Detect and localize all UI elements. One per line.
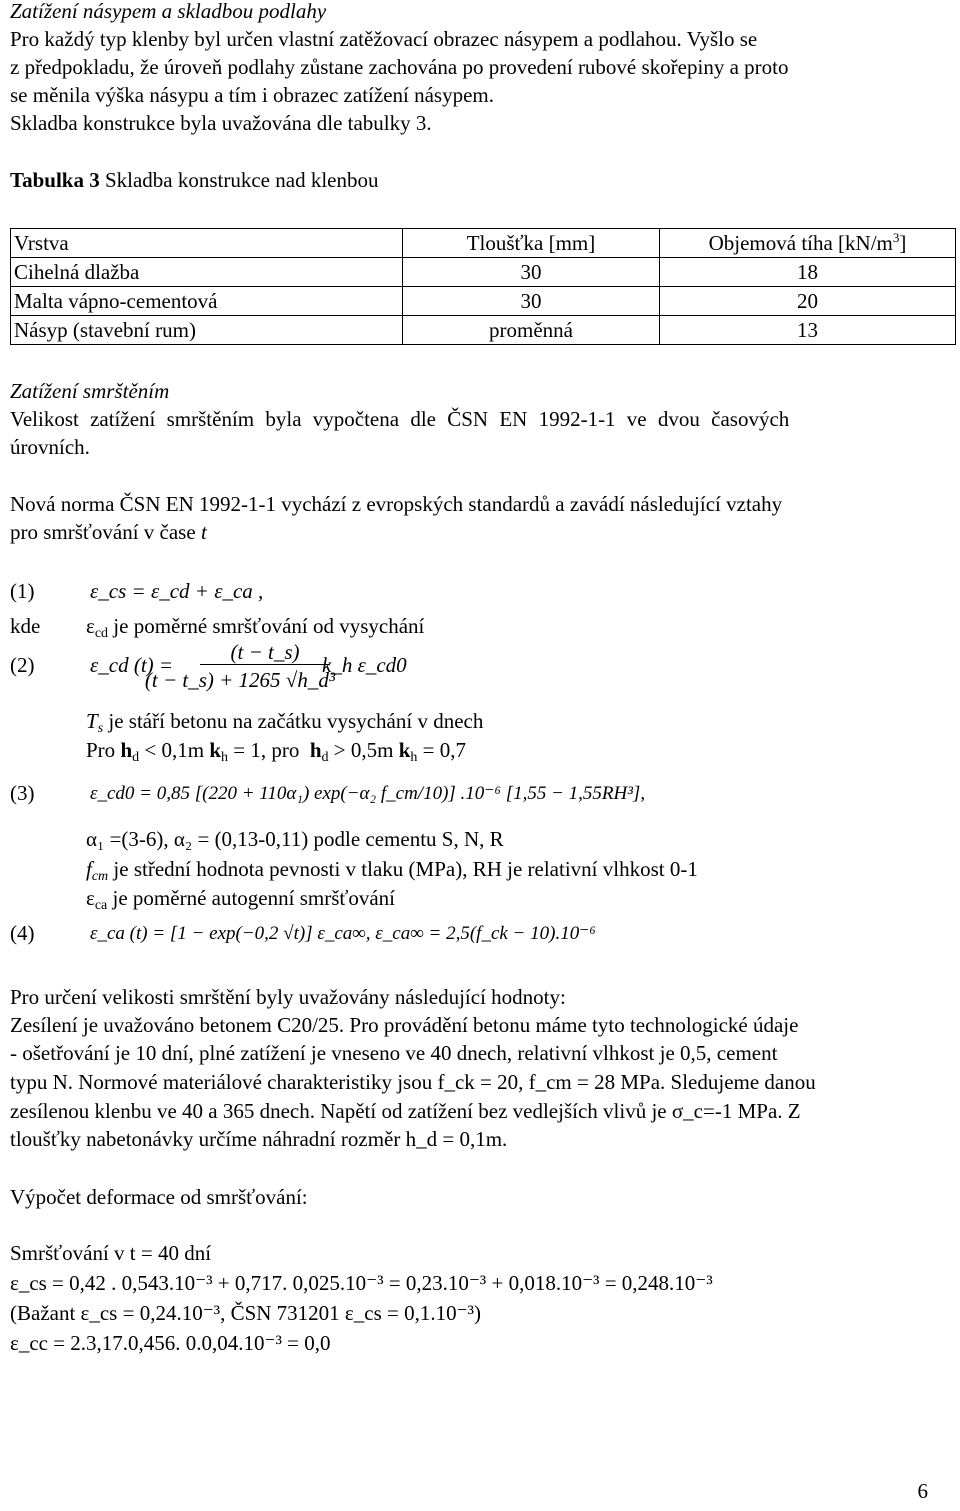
equation-3: ε_cd0 = 0,85 [(220 + 110α₁) exp(−α₂ f_cm/10)] .10⁻⁶ [1,55 − 1,55RH³], <box>90 783 646 804</box>
table-cell: 30 <box>403 287 660 316</box>
equation-number: (4) <box>10 921 35 945</box>
equation-number: (2) <box>10 653 35 677</box>
layer-table <box>10 228 956 345</box>
equation-1: ε_cs = ε_cd + ε_ca , <box>90 579 264 603</box>
table-caption <box>10 167 378 194</box>
table-caption-text: Skladba konstrukce nad klenbou <box>104 168 379 192</box>
hd-condition: Pro $h_d < 0,1m$ $k_h = 1$, pro $h_d > 0,5m$ $k_h = 0,7$ <box>86 738 466 765</box>
document-page <box>10 0 950 1511</box>
table-row <box>11 287 956 316</box>
calculation-line: ε_cs = 0,42 . 0,543.10⁻³ + 0,717. 0,025.10⁻³ = 0,23.10⁻³ + 0,018.10⁻³ = 0,248.10⁻³ <box>10 1271 713 1295</box>
paragraph-line: Nová norma ČSN EN 1992-1-1 vychází z evropských standardů a zavádí následující vztahy <box>10 492 783 516</box>
table-cell: Malta vápno-cementová <box>11 287 403 316</box>
paragraph-line: se měnila výška násypu a tím i obrazec zatížení násypem. <box>10 83 494 107</box>
equation-number: (1) <box>10 579 35 603</box>
paragraph-line: z předpokladu, že úroveň podlahy zůstane zachována po provedení rubové skořepiny a proto <box>10 55 789 79</box>
paragraph-line: Velikost zatížení smrštěním byla vypočtena dle ČSN EN 1992-1-1 ve dvou časových <box>10 407 790 431</box>
paragraph-line: pro smršťování v čase t <box>10 520 207 544</box>
equation-4: ε_ca (t) = [1 − exp(−0,2 √t)] ε_ca∞, ε_ca∞ = 2,5(f_ck − 10).10⁻⁶ <box>90 923 596 944</box>
paragraph-line: tloušťky nabetonávky určíme náhradní rozměr h_d = 0,1m. <box>10 1127 508 1151</box>
table-header-cell: Tloušťka [mm] <box>403 229 660 258</box>
alpha-description: α₁ =(3-6), α₂ = (0,13-0,11) podle cementu S, N, R <box>86 827 504 851</box>
paragraph-line: typu N. Normové materiálové charakteristiky jsou f_ck = 20, f_cm = 28 MPa. Sledujeme danou <box>10 1070 816 1094</box>
equation-2-numerator: (t − t_s) <box>200 640 330 665</box>
section-heading-calculation: Výpočet deformace od smršťování: <box>10 1185 308 1209</box>
equation-2-denominator: (t − t_s) + 1265 √h_d³ <box>144 668 336 692</box>
paragraph-line: zesílenou klenbu ve 40 a 365 dnech. Napětí od zatížení bez vedlejších vlivů je σ_c=-1 MPa. Z <box>10 1099 801 1123</box>
equation-2-rhs: k_h ε_cd0 <box>322 653 407 677</box>
table-cell: 13 <box>660 316 956 345</box>
fcm-description: $f_{cm}$ je střední hodnota pevnosti v tlaku (MPa), RH je relativní vlhkost 0-1 <box>86 857 698 884</box>
table-cell: Násyp (stavební rum) <box>11 316 403 345</box>
table-cell: 20 <box>660 287 956 316</box>
paragraph-line: Pro každý typ klenby byl určen vlastní zatěžovací obrazec násypem a podlahou. Vyšlo se <box>10 27 758 51</box>
paragraph-line: Zesílení je uvažováno betonem C20/25. Pro provádění betonu máme tyto technologické údaje <box>10 1013 799 1037</box>
section-heading-fill-load: Zatížení násypem a skladbou podlahy <box>10 0 327 23</box>
table-cell: 30 <box>403 258 660 287</box>
table-row <box>11 316 956 345</box>
table-cell: Cihelná dlažba <box>11 258 403 287</box>
calculation-line: ε_cc = 2.3,17.0,456. 0.0,04.10⁻³ = 0,0 <box>10 1331 331 1355</box>
table-header-cell: Vrstva <box>11 229 403 258</box>
paragraph-line: úrovních. <box>10 435 90 459</box>
equation-number: (3) <box>10 781 35 805</box>
paragraph-line: Skladba konstrukce byla uvažována dle tabulky 3. <box>10 111 432 135</box>
table-caption-label: Tabulka 3 <box>10 168 100 192</box>
table-header-cell: Objemová tíha $[kN/m^3]$ <box>660 229 956 258</box>
table-cell: 18 <box>660 258 956 287</box>
eca-description: $\varepsilon_{ca}$ je poměrné autogenní smršťování <box>86 886 396 913</box>
paragraph-line: Pro určení velikosti smrštění byly uvažovány následující hodnoty: <box>10 985 566 1009</box>
ecd-description: $\varepsilon_{cd}$ je poměrné smršťování od vysychání <box>86 614 425 641</box>
table-cell: proměnná <box>403 316 660 345</box>
page-number: 6 <box>917 1479 928 1503</box>
equation-2-lhs: ε_cd (t) = <box>90 653 174 677</box>
calculation-line: (Bažant ε_cs = 0,24.10⁻³, ČSN 731201 ε_cs = 0,1.10⁻³) <box>10 1301 481 1325</box>
ts-description: $T_s$ je stáří betonu na začátku vysychání v dnech <box>86 709 484 736</box>
kde-label: kde <box>10 614 41 638</box>
paragraph-line: - ošetřování je 10 dní, plné zatížení je vneseno ve 40 dnech, relativní vlhkost je 0,5, cement <box>10 1041 778 1065</box>
section-heading-shrinkage: Zatížení smrštěním <box>10 379 170 403</box>
subheading-40-days: Smršťování v t = 40 dní <box>10 1241 212 1265</box>
table-header-row <box>11 229 956 258</box>
table-row <box>11 258 956 287</box>
